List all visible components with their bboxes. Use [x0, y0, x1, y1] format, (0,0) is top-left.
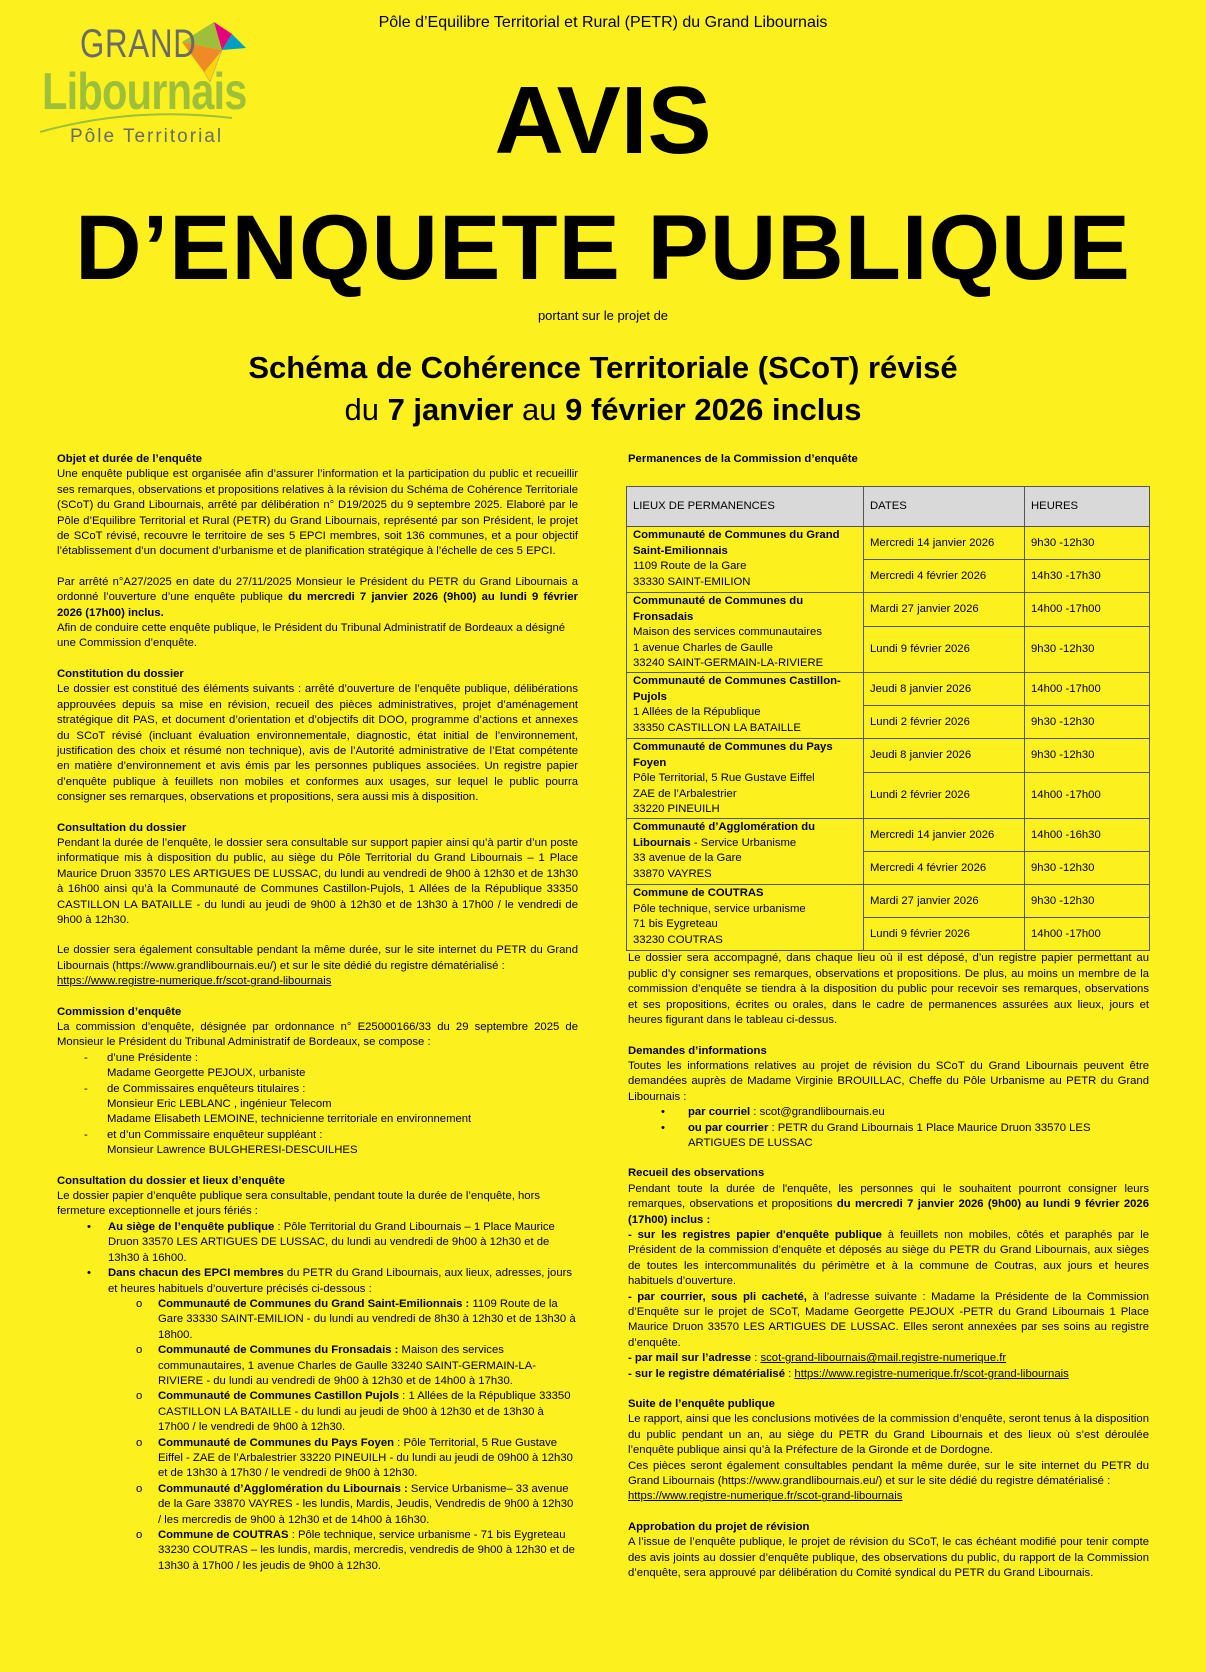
heure-cell: 14h30 -17h30: [1025, 560, 1150, 593]
heure-cell: 14h00 -17h00: [1025, 673, 1150, 706]
list-item: o Communauté d’Agglomération du Libournais : Service Urbanisme– 33 avenue de la Gare 33870 VAYRES - les lundis, Mardis, Jeudis, Vendredis de 9h00 à 12h30 / les mercredis de 9h00 à 12h30 et de 14h00 à 16h30.: [136, 1482, 574, 1526]
lieu-cell: Communauté de Communes du Fronsadais Maison des services communautaires 1 avenue Charles de Gaulle 33240 SAINT-GERMAIN-LA-RIVIERE: [627, 593, 864, 673]
date-cell: Mardi 27 janvier 2026: [864, 593, 1025, 627]
paragraph: La commission d’enquête, désignée par ordonnance n° E25000166/33 du 29 septembre 2025 de Monsieur le Président du Tribunal Administratif de Bordeaux, se compose :: [57, 1021, 578, 1049]
paragraph: - par mail sur l’adresse : scot-grand-libournais@mail.registre-numerique.fr: [628, 1352, 1007, 1365]
paragraph: - sur le registre dématérialisé : https://www.registre-numerique.fr/scot-grand-libournais: [628, 1367, 1069, 1380]
list-item: o Commune de COUTRAS : Pôle technique, service urbanisme - 71 bis Eygreteau 33230 COUTRAS – les lundis, mardis, mercredis, vendredis de 9h00 à 12h30 et de 13h30 à 17h00 / les jeudis de 9h00 à 12h30.: [136, 1529, 575, 1572]
date-cell: Lundi 9 février 2026: [864, 627, 1025, 673]
date-cell: Mercredi 4 février 2026: [864, 852, 1025, 885]
right-column: [628, 452, 1149, 1582]
list-item: Madame Elisabeth LEMOINE, technicienne territoriale en environnement: [107, 1113, 472, 1126]
paragraph: Une enquête publique est organisée afin d’assurer l’information et la participation du public et recueillir ses remarques, observations et propositions relatives à la révision du Schéma de Cohérence Territoriale (SCoT) du Grand Libournais, arrêté par délibération n° D19/2025 du 9 septembre 2025. Elaboré par le Pôle d’Equilibre Territorial et Rural (PETR) du Grand Libournais, représenté par son Président, le projet de SCoT révisé, recouvre le territoire de ses 5 EPCI membres, soit 136 communes, et a pour objectif l’établissement d’un document d’urbanisme et de planification stratégique à l’échelle de ces 5 EPCI.: [57, 468, 578, 558]
organisation-header: Pôle d’Equilibre Territorial et Rural (PETR) du Grand Libournais: [378, 14, 828, 31]
paragraph: Pendant toute la durée de l'enquête, les personnes qui le souhaitent pourront consigner leurs remarques, observations et propositions du mercredi 7 janvier 2026 (9h00) au lundi 9 février 2026 (17h00) inclus :: [628, 1182, 1150, 1226]
list-item: o Communauté de Communes du Grand Saint-Emilionnais : 1109 Route de la Gare 33330 SAINT-EMILION - du lundi au vendredi de 8h30 à 12h30 et de 13h30 à 18h00.: [136, 1297, 576, 1341]
date-cell: Mercredi 4 février 2026: [864, 560, 1025, 593]
lieu-cell: Commune de COUTRAS Pôle technique, service urbanisme 71 bis Eygreteau 33230 COUTRAS: [627, 885, 864, 951]
table-header-row: [627, 487, 1150, 527]
section-title: Constitution du dossier: [57, 667, 184, 680]
paragraph: Le rapport, ainsi que les conclusions motivées de la commission d’enquête, seront tenus à la disposition du public pendant un an, au siège du PETR du Grand Libournais et des lieux où s’est déroulée l’enquête publique ainsi qu’à la Préfecture de la Gironde et de Dordogne.: [628, 1413, 1149, 1457]
paragraph: Le dossier est constitué des éléments suivants : arrêté d’ouverture de l’enquête publique, délibérations approuvées depuis sa mise en révision, recueil des pièces administratives, projet d’aménagement stratégique dit PAS, et document d’orientation et d’objectifs dit DOO, programme d’actions et annexes du SCoT révisé (incluant évaluation environnementale, diagnostic, état initial de l’environnement, justification des choix et résumé non technique), avis de l’Autorité administrative de l’Etat compétente en matière d’environnement et avis émis par les personnes publiques associées. Un registre papier d’enquête publique à feuillets non mobiles et conformes aux usages, sur lequel le public pourra consigner ses remarques, observations et propositions, sera aussi mis à disposition.: [57, 683, 578, 804]
date-cell: Lundi 2 février 2026: [864, 773, 1025, 819]
paragraph: Pendant la durée de l’enquête, le dossier sera consultable sur support papier ainsi qu’à partir d’un poste informatique mis à disposition du public, au siège du Pôle Territorial du Grand Libournais – 1 Place Maurice Druon 33570 LES ARTIGUES DE LUSSAC, du lundi au vendredi de 9h00 à 12h30 et de 13h30 à 16h00 ainsi qu’à la Communauté de Communes Castillon-Pujols, 1 Allées de la République 33350 CASTILLON LA BATAILLE - du lundi au jeudi de 9h00 à 12h30 et de 13h30 à 17h00 / le vendredi de 9h00 à 12h30.: [57, 836, 578, 926]
logo-grand: GRAND: [80, 22, 197, 66]
lieu-cell: Communauté de Communes du Grand Saint-Emilionnais 1109 Route de la Gare 33330 SAINT-EMILION: [627, 527, 864, 593]
date-cell: Mercredi 14 janvier 2026: [864, 527, 1025, 560]
paragraph: Afin de conduire cette enquête publique, le Président du Tribunal Administratif de Bordeaux a désigné une Commission d’enquête.: [57, 622, 566, 650]
date-cell: Lundi 2 février 2026: [864, 706, 1025, 739]
section-title: Commission d’enquête: [57, 1005, 182, 1018]
list-item: - de Commissaires enquêteurs titulaires :: [84, 1082, 306, 1095]
title-schema: Schéma de Cohérence Territoriale (SCoT) révisé: [248, 350, 958, 385]
title-enquete: D’ENQUETE PUBLIQUE: [75, 197, 1131, 299]
lieu-cell: Communauté de Communes du Pays Foyen Pôle Territorial, 5 Rue Gustave Eiffel ZAE de l’Arbalestrier 33220 PINEUILH: [627, 739, 864, 819]
section-title: Approbation du projet de révision: [628, 1520, 810, 1533]
heure-cell: 9h30 -12h30: [1025, 852, 1150, 885]
date-cell: Lundi 9 février 2026: [864, 918, 1025, 951]
lieu-cell: Communauté d’Agglomération du Libournais - Service Urbanisme 33 avenue de la Gare 33870 VAYRES: [627, 819, 864, 885]
list-item: o Communauté de Communes du Pays Foyen : Pôle Territorial, 5 Rue Gustave Eiffel - ZAE de l’Arbalestrier 33220 PINEUILH - du lundi au jeudi de 09h00 à 12h30 et de 13h30 à 17h30 / le vendredi de 9h00 à 12h30.: [136, 1436, 573, 1480]
section-title: Permanences de la Commission d’enquête: [628, 453, 858, 465]
heure-cell: 9h30 -12h30: [1025, 627, 1150, 673]
table-header: HEURES: [1025, 487, 1150, 527]
list-item: • Dans chacun des EPCI membres du PETR du Grand Libournais, aux lieux, adresses, jours et heures habituels d’ouverture précisés ci-dessous :: [87, 1267, 573, 1295]
heure-cell: 14h00 -16h30: [1025, 819, 1150, 852]
paragraph: Par arrêté n°A27/2025 en date du 27/11/2025 Monsieur le Président du PETR du Grand Libournais a ordonné l’ouverture d’une enquête publique du mercredi 7 janvier 2026 (9h00) au lundi 9 février 2026 (17h00) inclus.: [57, 575, 578, 619]
heure-cell: 9h30 -12h30: [1025, 706, 1150, 739]
table-row: [627, 739, 1150, 773]
heure-cell: 9h30 -12h30: [1025, 885, 1150, 918]
list-item: Monsieur Eric LEBLANC , ingénieur Telecom: [107, 1098, 332, 1111]
list-item: • ou par courrier : PETR du Grand Libournais 1 Place Maurice Druon 33570 LES ARTIGUES DE LUSSAC: [661, 1121, 1091, 1149]
list-item: - d’une Présidente :: [84, 1051, 199, 1064]
logo-libournais: Libournais: [42, 63, 247, 121]
list-item: o Communauté de Communes du Fronsadais : Maison des services communautaires, 1 avenue Charles de Gaulle 33240 SAINT-GERMAIN-LA-RIVIERE - du lundi au vendredi de 9h00 à 12h30 et de 14h00 à 17h30.: [136, 1344, 536, 1387]
paragraph: Toutes les informations relatives au projet de révision du SCoT du Grand Libournais peuvent être demandées auprès de Madame Virginie BROUILLAC, Cheffe du Pôle Urbanisme au PETR du Grand Libournais :: [628, 1059, 1149, 1103]
title-avis: AVIS: [494, 67, 712, 174]
heure-cell: 9h30 -12h30: [1025, 527, 1150, 560]
list-item: • par courriel : scot@grandlibournais.eu: [661, 1106, 885, 1119]
heure-cell: 14h00 -17h00: [1025, 773, 1150, 819]
registre-link[interactable]: https://www.registre-numerique.fr/scot-grand-libournais: [628, 1490, 903, 1503]
section-title: Objet et durée de l’enquête: [57, 453, 203, 465]
table-row: [627, 593, 1150, 627]
paragraph: - par courrier, sous pli cacheté, à l’adresse suivante : Madame la Présidente de la Commission d’Enquête sur le projet de SCoT, Madame Georgette PEJOUX -PETR du Grand Libournais 1 Place Maurice Druon 33570 LES ARTIGUES DE LUSSAC. Elles seront annexées par ses soins au registre d’enquête.: [628, 1290, 1149, 1349]
paragraph: A l’issue de l’enquête publique, le projet de révision du SCoT, le cas échéant modifié pour tenir compte des avis joints au dossier d’enquête publique, des observations du public, du rapport de la Commission d’enquête, sera approuvé par délibération du Comité syndical du PETR du Grand Libournais.: [628, 1536, 1149, 1580]
heure-cell: 14h00 -17h00: [1025, 918, 1150, 951]
section-title: Demandes d’informations: [628, 1044, 767, 1057]
paragraph: Ces pièces seront également consultables pendant la même durée, sur le site internet du PETR du Grand Libournais (https://www.grandlibournais.eu/) et sur le site dédié du registre dématérialisé :: [628, 1459, 1149, 1488]
date-cell: Jeudi 8 janvier 2026: [864, 739, 1025, 773]
lieu-cell: Communauté de Communes Castillon-Pujols 1 Allées de la République 33350 CASTILLON LA BATAILLE: [627, 673, 864, 739]
paragraph: - sur les registres papier d'enquête publique à feuillets non mobiles, côtés et paraphés par le Président de la commission d’enquête et déposés au siège du PETR du Grand Libournais, aux sièges de toutes les intercommunalités du périmètre et à la commune de Coutras, aux jours et heures habituels d’ouverture.: [628, 1228, 1149, 1288]
registre-link[interactable]: https://www.registre-numerique.fr/scot-grand-libournais: [57, 975, 332, 988]
left-column: [57, 452, 578, 1574]
section-title: Suite de l’enquête publique: [628, 1398, 775, 1411]
section-title: Consultation du dossier et lieux d’enquête: [57, 1174, 285, 1187]
list-item: • Au siège de l’enquête publique : Pôle Territorial du Grand Libournais – 1 Place Maurice Druon 33570 LES ARTIGUES DE LUSSAC, du lundi au vendredi de 9h00 à 12h30 et de 13h30 à 16h00.: [87, 1220, 555, 1264]
permanences-table: [626, 486, 1150, 951]
logo-pole: Pôle Territorial: [70, 126, 224, 147]
paragraph: Le dossier sera accompagné, dans chaque lieu où il est déposé, d’un registre papier permettant au public d’y consigner ses remarques, observations et propositions. De plus, au moins un membre de la commission d’enquête se tiendra à la disposition du public pour recevoir ses remarques, observations et ses propositions, écrites ou orales, dans le cadre de permanences assurées aux lieux, jours et heures figurant dans le tableau ci-dessus.: [628, 952, 1149, 1027]
table-row: [627, 527, 1150, 560]
table-row: [627, 819, 1150, 852]
section-title: Consultation du dossier: [57, 821, 187, 834]
heure-cell: 9h30 -12h30: [1025, 739, 1150, 773]
date-cell: Jeudi 8 janvier 2026: [864, 673, 1025, 706]
heure-cell: 14h00 -17h00: [1025, 593, 1150, 627]
list-item: - et d’un Commissaire enquêteur suppléant :: [84, 1128, 323, 1141]
list-item: Madame Georgette PEJOUX, urbaniste: [107, 1067, 306, 1080]
date-cell: Mardi 27 janvier 2026: [864, 885, 1025, 918]
table-row: [627, 673, 1150, 706]
table-header: DATES: [864, 487, 1025, 527]
mail-link[interactable]: scot-grand-libournais@mail.registre-numerique.fr: [760, 1352, 1007, 1365]
section-title: Recueil des observations: [628, 1167, 765, 1180]
list-item: o Communauté de Communes Castillon Pujols : 1 Allées de la République 33350 CASTILLON LA BATAILLE - du lundi au jeudi de 9h00 à 12h30 et de 13h30 à 17h00 / le vendredi de 9h00 à 12h30.: [136, 1390, 571, 1434]
subtitle-portant: portant sur le projet de: [537, 308, 669, 323]
table-header: LIEUX DE PERMANENCES: [627, 487, 864, 527]
title-dates: du 7 janvier au 9 février 2026 inclus: [344, 392, 862, 427]
paragraph: Le dossier sera également consultable pendant la même durée, sur le site internet du PETR du Grand Libournais (https://www.grandlibournais.eu/) et sur le site dédié du registre dématérialisé :: [57, 944, 578, 972]
paragraph: Le dossier papier d’enquête publique sera consultable, pendant toute la durée de l’enquête, hors fermeture exceptionnelle et jours fériés :: [57, 1190, 540, 1218]
date-cell: Mercredi 14 janvier 2026: [864, 819, 1025, 852]
list-item: Monsieur Lawrence BULGHERESI-DESCUILHES: [107, 1144, 358, 1157]
registre-link[interactable]: https://www.registre-numerique.fr/scot-grand-libournais: [794, 1367, 1069, 1380]
table-row: [627, 885, 1150, 918]
